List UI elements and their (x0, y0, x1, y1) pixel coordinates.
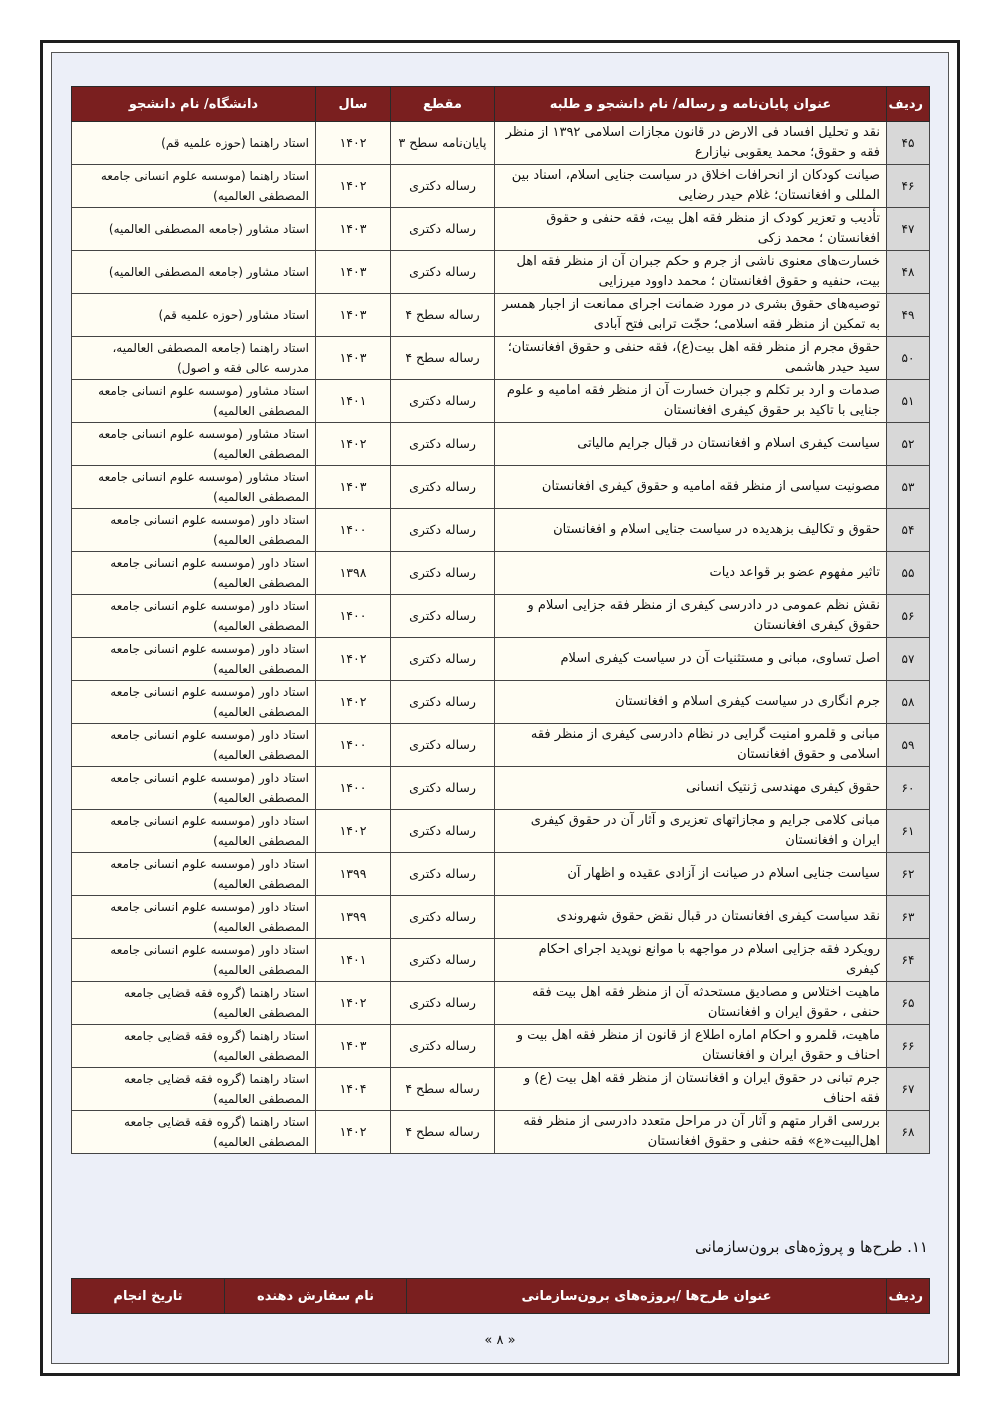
row-number: ۵۰ (887, 337, 930, 380)
degree-cell: رساله دکتری (391, 982, 495, 1025)
thesis-title: نقد و تحلیل افساد فی الارض در قانون مجازات اسلامی ۱۳۹۲ از منظر فقه و حقوق؛ محمد یعقوبی نیازارع (495, 122, 887, 165)
row-number: ۵۳ (887, 466, 930, 509)
row-number: ۶۷ (887, 1068, 930, 1111)
table-row (72, 423, 930, 466)
degree-cell: رساله دکتری (391, 638, 495, 681)
degree-cell: رساله دکتری (391, 810, 495, 853)
header-index: ردیف (887, 87, 930, 122)
section-heading: ۱۱. طرح‌ها و پروژه‌های برون‌سازمانی (695, 1238, 928, 1256)
thesis-title: جرم تبانی در حقوق ایران و افغانستان از منظر فقه اهل بیت (ع) و فقه احناف (495, 1068, 887, 1111)
table-row (72, 1111, 930, 1154)
degree-cell: رساله دکتری (391, 208, 495, 251)
role-cell: استاد داور (موسسه علوم انسانی جامعه المصطفی العالمیه) (72, 896, 316, 939)
role-cell: استاد راهنما (گروه فقه قضایی جامعه المصطفی العالمیه) (72, 1111, 316, 1154)
projects-header-index: ردیف (887, 1279, 930, 1314)
degree-cell: رساله دکتری (391, 939, 495, 982)
year-cell: ۱۴۰۲ (316, 423, 391, 466)
thesis-title: اصل تساوی، مبانی و مستثنیات آن در سیاست کیفری اسلام (495, 638, 887, 681)
year-cell: ۱۴۰۰ (316, 724, 391, 767)
theses-table (71, 86, 930, 1154)
theses-table-header (72, 87, 930, 122)
role-cell: استاد داور (موسسه علوم انسانی جامعه المصطفی العالمیه) (72, 810, 316, 853)
year-cell: ۱۴۰۲ (316, 165, 391, 208)
degree-cell: رساله دکتری (391, 466, 495, 509)
role-cell: استاد مشاور (جامعه المصطفی العالمیه) (72, 251, 316, 294)
role-cell: استاد راهنما (گروه فقه قضایی جامعه المصطفی العالمیه) (72, 1025, 316, 1068)
row-number: ۵۹ (887, 724, 930, 767)
degree-cell: رساله دکتری (391, 509, 495, 552)
year-cell: ۱۳۹۹ (316, 853, 391, 896)
row-number: ۵۲ (887, 423, 930, 466)
year-cell: ۱۴۰۱ (316, 380, 391, 423)
year-cell: ۱۴۰۳ (316, 337, 391, 380)
table-row (72, 380, 930, 423)
role-cell: استاد مشاور (موسسه علوم انسانی جامعه المصطفی العالمیه) (72, 380, 316, 423)
thesis-title: جرم انگاری در سیاست کیفری اسلام و افغانستان (495, 681, 887, 724)
header-degree: مقطع (391, 87, 495, 122)
row-number: ۶۳ (887, 896, 930, 939)
table-row (72, 509, 930, 552)
year-cell: ۱۳۹۸ (316, 552, 391, 595)
table-row (72, 681, 930, 724)
year-cell: ۱۴۰۲ (316, 638, 391, 681)
degree-cell: رساله سطح ۴ (391, 1111, 495, 1154)
degree-cell: رساله دکتری (391, 423, 495, 466)
thesis-title: حقوق و تکالیف بزهدیده در سیاست جنایی اسلام و افغانستان (495, 509, 887, 552)
degree-cell: رساله دکتری (391, 896, 495, 939)
projects-table (71, 1278, 930, 1314)
table-row (72, 208, 930, 251)
role-cell: استاد داور (موسسه علوم انسانی جامعه المصطفی العالمیه) (72, 853, 316, 896)
table-row (72, 1025, 930, 1068)
table-row (72, 251, 930, 294)
table-row (72, 165, 930, 208)
row-number: ۴۸ (887, 251, 930, 294)
thesis-title: بررسی اقرار متهم و آثار آن در مراحل متعدد دادرسی از منظر فقه اهل‌البیت«ع» فقه حنفی و حقوق افغانستان (495, 1111, 887, 1154)
row-number: ۶۸ (887, 1111, 930, 1154)
table-row (72, 810, 930, 853)
projects-header-title: عنوان طرح‌ها /پروژه‌های برون‌سازمانی (407, 1279, 887, 1314)
degree-cell: رساله دکتری (391, 251, 495, 294)
row-number: ۶۲ (887, 853, 930, 896)
year-cell: ۱۴۰۳ (316, 294, 391, 337)
role-cell: استاد داور (موسسه علوم انسانی جامعه المصطفی العالمیه) (72, 552, 316, 595)
role-cell: استاد داور (موسسه علوم انسانی جامعه المصطفی العالمیه) (72, 767, 316, 810)
degree-cell: رساله دکتری (391, 681, 495, 724)
thesis-title: مبانی کلامی جرایم و مجازاتهای تعزیری و آثار آن در حقوق کیفری ایران و افغانستان (495, 810, 887, 853)
role-cell: استاد مشاور (موسسه علوم انسانی جامعه المصطفی العالمیه) (72, 423, 316, 466)
degree-cell: رساله سطح ۴ (391, 1068, 495, 1111)
degree-cell: رساله سطح ۴ (391, 294, 495, 337)
projects-header-date: تاریخ انجام (72, 1279, 225, 1314)
role-cell: استاد مشاور (موسسه علوم انسانی جامعه المصطفی العالمیه) (72, 466, 316, 509)
table-row (72, 595, 930, 638)
degree-cell: رساله دکتری (391, 552, 495, 595)
year-cell: ۱۴۰۳ (316, 1025, 391, 1068)
thesis-title: تاثیر مفهوم عضو بر قواعد دیات (495, 552, 887, 595)
row-number: ۵۵ (887, 552, 930, 595)
thesis-title: حقوق مجرم از منظر فقه اهل بیت(ع)، فقه حنفی و حقوق افغانستان؛ سید حیدر هاشمی (495, 337, 887, 380)
thesis-title: صیانت کودکان از انحرافات اخلاق در سیاست جنایی اسلام، اسناد بین المللی و افغانستان؛ غلام حیدر رضایی (495, 165, 887, 208)
row-number: ۴۵ (887, 122, 930, 165)
row-number: ۵۴ (887, 509, 930, 552)
degree-cell: پایان‌نامه سطح ۳ (391, 122, 495, 165)
role-cell: استاد داور (موسسه علوم انسانی جامعه المصطفی العالمیه) (72, 724, 316, 767)
role-cell: استاد داور (موسسه علوم انسانی جامعه المصطفی العالمیه) (72, 939, 316, 982)
table-row (72, 896, 930, 939)
header-year: سال (316, 87, 391, 122)
year-cell: ۱۴۰۰ (316, 767, 391, 810)
row-number: ۶۰ (887, 767, 930, 810)
role-cell: استاد راهنما (گروه فقه قضایی جامعه المصطفی العالمیه) (72, 1068, 316, 1111)
year-cell: ۱۴۰۳ (316, 466, 391, 509)
table-row (72, 466, 930, 509)
header-role: دانشگاه/ نام دانشجو (72, 87, 316, 122)
year-cell: ۱۴۰۴ (316, 1068, 391, 1111)
row-number: ۴۶ (887, 165, 930, 208)
thesis-title: ماهیت، قلمرو و احکام اماره اطلاع از قانون از منظر فقه اهل بیت و احناف و حقوق ایران و افغانستان (495, 1025, 887, 1068)
role-cell: استاد داور (موسسه علوم انسانی جامعه المصطفی العالمیه) (72, 638, 316, 681)
year-cell: ۱۴۰۲ (316, 982, 391, 1025)
thesis-title: تأدیب و تعزیر کودک از منظر فقه اهل بیت، فقه حنفی و حقوق افغانستان ؛ محمد زکی (495, 208, 887, 251)
row-number: ۴۷ (887, 208, 930, 251)
row-number: ۵۱ (887, 380, 930, 423)
table-row (72, 294, 930, 337)
degree-cell: رساله دکتری (391, 724, 495, 767)
role-cell: استاد راهنما (گروه فقه قضایی جامعه المصطفی العالمیه) (72, 982, 316, 1025)
thesis-title: سیاست جنایی اسلام در صیانت از آزادی عقیده و اظهار آن (495, 853, 887, 896)
role-cell: استاد مشاور (جامعه المصطفی العالمیه) (72, 208, 316, 251)
degree-cell: رساله دکتری (391, 165, 495, 208)
year-cell: ۱۴۰۲ (316, 1111, 391, 1154)
table-row (72, 767, 930, 810)
row-number: ۵۶ (887, 595, 930, 638)
role-cell: استاد راهنما (حوزه علمیه قم) (72, 122, 316, 165)
row-number: ۵۷ (887, 638, 930, 681)
table-row (72, 939, 930, 982)
thesis-title: مصونیت سیاسی از منظر فقه امامیه و حقوق کیفری افغانستان (495, 466, 887, 509)
degree-cell: رساله دکتری (391, 380, 495, 423)
thesis-title: نقش نظم عمومی در دادرسی کیفری از منظر فقه جزایی اسلام و حقوق کیفری افغانستان (495, 595, 887, 638)
role-cell: استاد مشاور (حوزه علمیه قم) (72, 294, 316, 337)
row-number: ۵۸ (887, 681, 930, 724)
row-number: ۴۹ (887, 294, 930, 337)
role-cell: استاد داور (موسسه علوم انسانی جامعه المصطفی العالمیه) (72, 595, 316, 638)
degree-cell: رساله دکتری (391, 767, 495, 810)
role-cell: استاد داور (موسسه علوم انسانی جامعه المصطفی العالمیه) (72, 681, 316, 724)
year-cell: ۱۴۰۰ (316, 595, 391, 638)
year-cell: ۱۴۰۲ (316, 122, 391, 165)
thesis-title: مبانی و قلمرو امنیت گرایی در نظام دادرسی کیفری از منظر فقه اسلامی و حقوق افغانستان (495, 724, 887, 767)
row-number: ۶۵ (887, 982, 930, 1025)
role-cell: استاد راهنما (موسسه علوم انسانی جامعه المصطفی العالمیه) (72, 165, 316, 208)
role-cell: استاد داور (موسسه علوم انسانی جامعه المصطفی العالمیه) (72, 509, 316, 552)
thesis-title: خسارت‌های معنوی ناشی از جرم و حکم جبران آن از منظر فقه اهل بیت، حنفیه و حقوق افغانستان ؛ محمد داوود میرزایی (495, 251, 887, 294)
degree-cell: رساله دکتری (391, 1025, 495, 1068)
theses-table-body (72, 122, 930, 1154)
thesis-title: ماهیت اختلاس و مصادیق مستحدثه آن از منظر فقه اهل بیت فقه حنفی ، حقوق ایران و افغانستان (495, 982, 887, 1025)
year-cell: ۱۴۰۳ (316, 251, 391, 294)
year-cell: ۱۴۰۰ (316, 509, 391, 552)
degree-cell: رساله دکتری (391, 595, 495, 638)
table-row (72, 982, 930, 1025)
row-number: ۶۱ (887, 810, 930, 853)
year-cell: ۱۴۰۳ (316, 208, 391, 251)
role-cell: استاد راهنما (جامعه المصطفی العالمیه، مدرسه عالی فقه و اصول) (72, 337, 316, 380)
table-row (72, 337, 930, 380)
thesis-title: توصیه‌های حقوق بشری در مورد ضمانت اجرای ممانعت از اجبار همسر به تمکین از منظر فقه اسلامی؛ حجّت ترابی فتح آبادی (495, 294, 887, 337)
row-number: ۶۶ (887, 1025, 930, 1068)
projects-header-client: نام سفارش دهنده (225, 1279, 407, 1314)
degree-cell: رساله دکتری (391, 853, 495, 896)
thesis-title: نقد سیاست کیفری افغانستان در قبال نقض حقوق شهروندی (495, 896, 887, 939)
table-row (72, 853, 930, 896)
thesis-title: سیاست کیفری اسلام و افغانستان در قبال جرایم مالیاتی (495, 423, 887, 466)
table-row (72, 638, 930, 681)
table-row (72, 724, 930, 767)
table-row (72, 1068, 930, 1111)
year-cell: ۱۳۹۹ (316, 896, 391, 939)
year-cell: ۱۴۰۲ (316, 810, 391, 853)
row-number: ۶۴ (887, 939, 930, 982)
thesis-title: رویکرد فقه جزایی اسلام در مواجهه با موانع نوپدید اجرای احکام کیفری (495, 939, 887, 982)
thesis-title: صدمات و ارد بر تکلم و جبران خسارت آن از منظر فقه امامیه و علوم جنایی با تاکید بر حقوق کیفری افغانستان (495, 380, 887, 423)
projects-table-header (72, 1279, 930, 1314)
table-row (72, 552, 930, 595)
year-cell: ۱۴۰۱ (316, 939, 391, 982)
table-row (72, 122, 930, 165)
degree-cell: رساله سطح ۴ (391, 337, 495, 380)
page-number: « ۸ » (484, 1333, 516, 1348)
year-cell: ۱۴۰۲ (316, 681, 391, 724)
header-title: عنوان پایان‌نامه و رساله/ نام دانشجو و طلبه (495, 87, 887, 122)
thesis-title: حقوق کیفری مهندسی ژنتیک انسانی (495, 767, 887, 810)
